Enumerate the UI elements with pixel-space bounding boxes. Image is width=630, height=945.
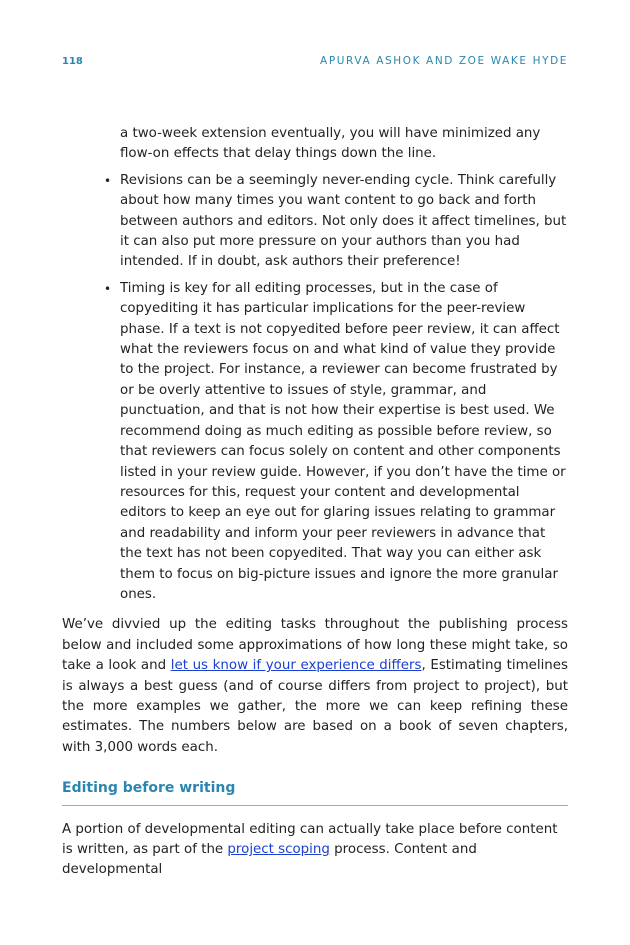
bullet-icon: • xyxy=(104,281,112,296)
page-body xyxy=(62,124,568,881)
paragraph2-text-end: process. Content and developmental xyxy=(62,842,477,878)
paragraph2-text-start: A portion of developmental editing can actually take place before content is written, as part of the xyxy=(62,821,558,857)
page-header xyxy=(62,55,568,67)
body-paragraph xyxy=(62,615,568,758)
experience-feedback-link[interactable]: let us know if your experience differs xyxy=(170,658,422,674)
project-scoping-link[interactable]: project scoping xyxy=(227,842,330,857)
list-item xyxy=(62,279,568,606)
continued-bullet-text: a two-week extension eventually, you will have minimized any flow-on effects that delay things down the line. xyxy=(120,126,541,162)
list-item-text: Timing is key for all editing processes, but in the case of copyediting it has particular implications for the peer-review phase. If a text is not copyedited before peer review, it can affect what the reviewers focus on and what kind of value they provide to the project. For instance, a reviewer can become frustrated by or be overly attentive to issues of style, grammar, and punctuation, and that is not how their expertise is best used. We recommend doing as much editing as possible before review, so that reviewers can focus solely on content and other components listed in your review guide. However, if you don’t have the time or resources for this, request your content and developmental editors to keep an eye out for glaring issues relating to grammar and readability and inform your peer reviewers in advance that the text has not been copyedited. That way you can either ask them to focus on big-picture issues and ignore the more granular ones. xyxy=(120,280,566,602)
running-head: APURVA ASHOK AND ZOE WAKE HYDE xyxy=(320,55,568,67)
bullet-list xyxy=(62,171,568,606)
paragraph-text-start: We’ve divvied up the editing tasks throughout the publishing process below and included some approximations of how long these might take, so take a look and xyxy=(62,617,568,674)
bullet-icon: • xyxy=(104,173,112,188)
paragraph-text-end: , Estimating timelines is always a best guess (and of course differs from project to project), but the more examples we gather, the more we can keep refining these estimates. The numbers below are based on a book of seven chapters, with 3,000 words each. xyxy=(62,658,569,755)
section-heading: Editing before writing xyxy=(62,778,568,805)
list-item xyxy=(62,171,568,273)
body-paragraph-2 xyxy=(62,820,568,881)
page-number: 118 xyxy=(62,56,83,67)
list-item-text: Revisions can be a seemingly never-ending cycle. Think carefully about how many times you want content to go back and forth between authors and editors. Not only does it affect timelines, but it can also put more pressure on your authors than you had intended. If in doubt, ask authors their preference! xyxy=(120,172,567,270)
